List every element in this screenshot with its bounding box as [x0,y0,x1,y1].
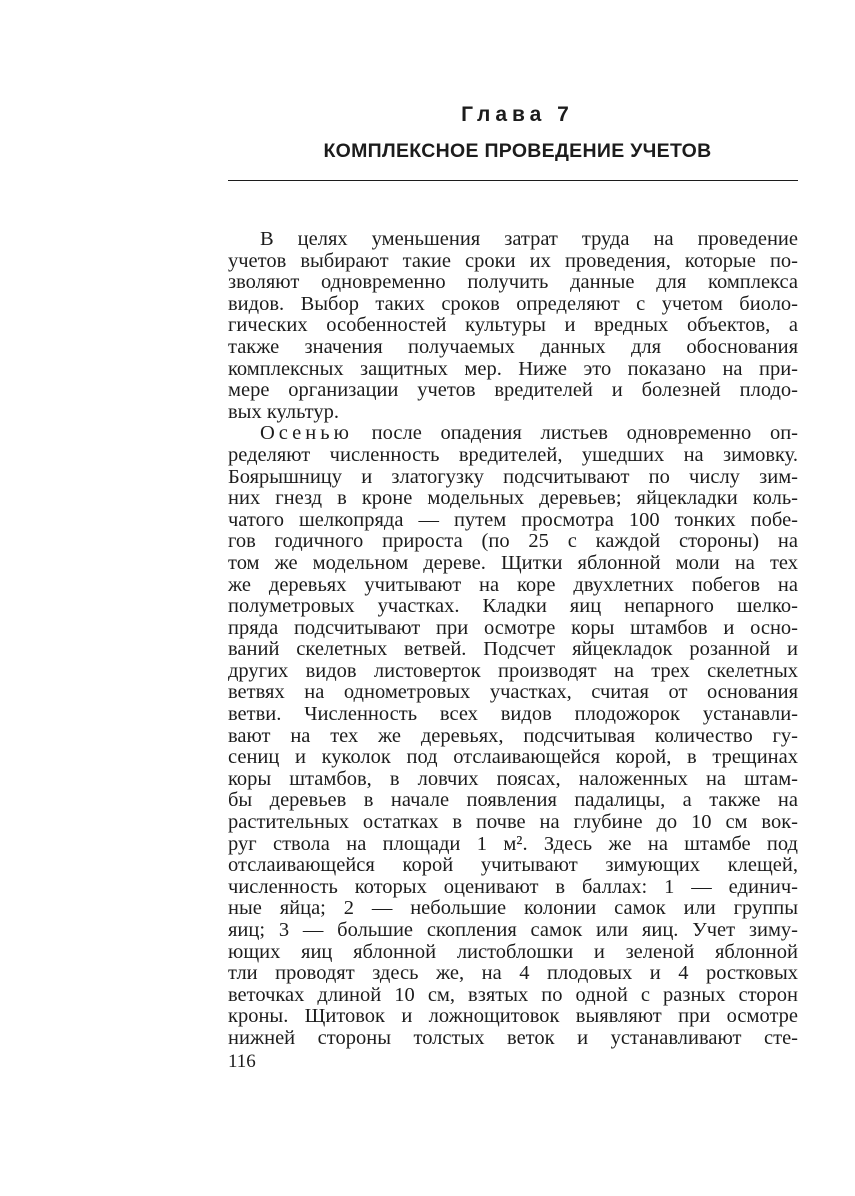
text-line: ные яйца; 2 — небольшие колонии самок или группы [228,897,798,920]
paragraph-1 [228,229,798,423]
text-line: полуметровых участках. Кладки яиц непарного шелко- [228,595,798,618]
text-line: них гнезд в кроне модельных деревьев; яйцекладки коль- [228,487,798,510]
text-line: Боярышницу и златогузку подсчитывают по числу зим- [228,465,798,488]
text-line: руг ствола на площади 1 м². Здесь же на штамбе под [228,832,798,855]
text-line: веточках длиной 10 см, взятых по одной с разных сторон [228,983,798,1006]
text-line: яиц; 3 — большие скопления самок или яиц. Учет зиму- [228,919,798,941]
body-text [228,229,798,1050]
text-line: ветви. Численность всех видов плодожорок устанавли- [228,703,798,726]
text-line [228,423,798,445]
text-line: других видов листоверток производят на трех скелетных [228,659,798,682]
text-line: тли проводят здесь же, на 4 плодовых и 4 ростковых [228,962,798,985]
text-line: ваний скелетных ветвей. Подсчет яйцекладок розанной и [228,638,798,661]
text-line: растительных остатках в почве на глубине до 10 см вок- [228,811,798,834]
text-line: гов годичного прироста (по 25 с каждой стороны) на [228,530,798,553]
text-line: сениц и куколок под отслаивающейся корой, в трещинах [228,746,798,769]
paragraph-2 [228,423,798,1049]
chapter-title: КОМПЛЕКСНОЕ ПРОВЕДЕНИЕ УЧЕТОВ [323,140,712,162]
text-line: мере организации учетов вредителей и болезней плодо- [228,379,798,402]
text-line: ющих яиц яблонной листоблошки и зеленой яблонной [228,940,798,963]
text-line: В целях уменьшения затрат труда на проведение [260,228,798,250]
text-line: пряда подсчитывают при осмотре коры штамбов и осно- [228,616,798,639]
text-line: видов. Выбор таких сроков определяют с учетом биоло- [228,292,798,315]
text-line: комплексных защитных мер. Ниже это показано на при- [228,357,798,380]
text-line: бы деревьев в начале появления падалицы, а также на [228,789,798,812]
text-line: численность которых оценивают в баллах: 1 — единич- [228,875,798,898]
page-number: 116 [228,1051,256,1072]
text-line: том же модельном дереве. Щитки яблонной моли на тех [228,551,798,574]
text-line: нижней стороны толстых веток и устанавливают сте- [228,1026,798,1049]
text-line: чатого шелкопряда — путем просмотра 100 тонких побе- [228,508,798,531]
text-line: отслаивающейся корой учитывают зимующих клещей, [228,854,798,877]
text-line: зволяют одновременно получить данные для комплекса [228,271,798,294]
text-line: кроны. Щитовок и ложнощитовок выявляют при осмотре [228,1005,798,1028]
title-divider [228,180,798,181]
text-line: ветвях на однометровых участках, считая от основания [228,681,798,704]
text-line: также значения получаемых данных для обоснования [228,335,798,358]
chapter-label: Глава 7 [461,103,574,126]
spaced-first-word: Осенью [260,422,353,445]
text-line: коры штамбов, в ловчих поясах, наложенных на штам- [228,767,798,790]
text-line: учетов выбирают такие сроки их проведения, которые по- [228,249,798,272]
text-line: гических особенностей культуры и вредных объектов, а [228,314,798,337]
text-line: же деревьях учитывают на коре двухлетних побегов на [228,573,798,596]
text-line: вают на тех же деревьях, подсчитывая количество гу- [228,724,798,747]
text-line: вых культур. [228,400,339,423]
text-line: ределяют численность вредителей, ушедших на зимовку. [228,443,798,466]
first-line-rest: после опадения листьев одновременно оп- [352,422,798,445]
